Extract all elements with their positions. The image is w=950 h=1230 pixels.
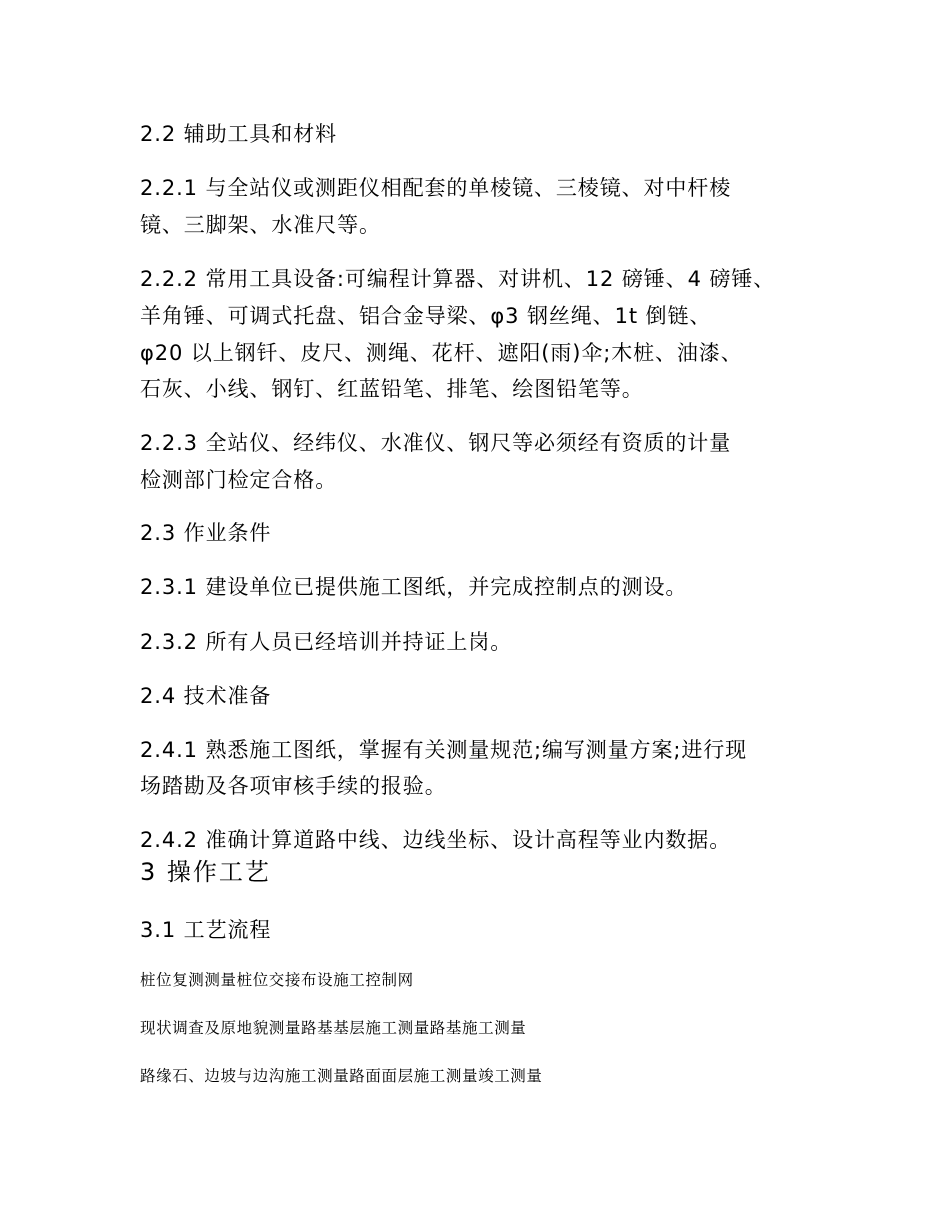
section-heading-2-4: 2.4 技术准备	[140, 684, 272, 708]
section-heading-2-2: 2.2 辅助工具和材料	[140, 122, 337, 146]
paragraph-2-3-1: 2.3.1 建设单位已提供施工图纸，并完成控制点的测设。	[140, 575, 688, 599]
chapter-heading-3: 3 操作工艺	[140, 858, 271, 886]
paragraph-2-2-2-line-3: φ20 以上钢钎、皮尺、测绳、花杆、遮阳(雨)伞;木桩、油漆、	[140, 341, 743, 365]
paragraph-2-4-1-line-1: 2.4.1 熟悉施工图纸，掌握有关测量规范;编写测量方案;进行现	[140, 738, 748, 762]
paragraph-2-2-2-line-2: 羊角锤、可调式托盘、铝合金导梁、φ3 钢丝绳、1t 倒链、	[140, 304, 712, 328]
process-flow-line-2: 现状调查及原地貌测量路基基层施工测量路基施工测量	[140, 1019, 527, 1037]
paragraph-2-2-2-line-4: 石灰、小线、钢钉、红蓝铅笔、排笔、绘图铅笔等。	[140, 377, 644, 401]
process-flow-line-3: 路缘石、边坡与边沟施工测量路面面层施工测量竣工测量	[140, 1067, 543, 1085]
process-flow-line-1: 桩位复测测量桩位交接布设施工控制网	[140, 971, 414, 989]
paragraph-2-2-3-line-1: 2.2.3 全站仪、经纬仪、水准仪、钢尺等必须经有资质的计量	[140, 431, 732, 455]
paragraph-2-4-2: 2.4.2 准确计算道路中线、边线坐标、设计高程等业内数据。	[140, 828, 732, 852]
paragraph-2-2-2-line-1: 2.2.2 常用工具设备:可编程计算器、对讲机、12 磅锤、4 磅锤、	[140, 267, 776, 291]
paragraph-2-2-3-line-2: 检测部门检定合格。	[140, 468, 338, 492]
paragraph-2-2-1-line-1: 2.2.1 与全站仪或测距仪相配套的单棱镜、三棱镜、对中杆棱	[140, 176, 732, 200]
section-heading-2-3: 2.3 作业条件	[140, 521, 272, 545]
paragraph-2-2-1-line-2: 镜、三脚架、水准尺等。	[140, 213, 381, 237]
paragraph-2-3-2: 2.3.2 所有人员已经培训并持证上岗。	[140, 630, 513, 654]
section-heading-3-1: 3.1 工艺流程	[140, 918, 272, 942]
paragraph-2-4-1-line-2: 场踏勘及各项审核手续的报验。	[140, 774, 447, 798]
